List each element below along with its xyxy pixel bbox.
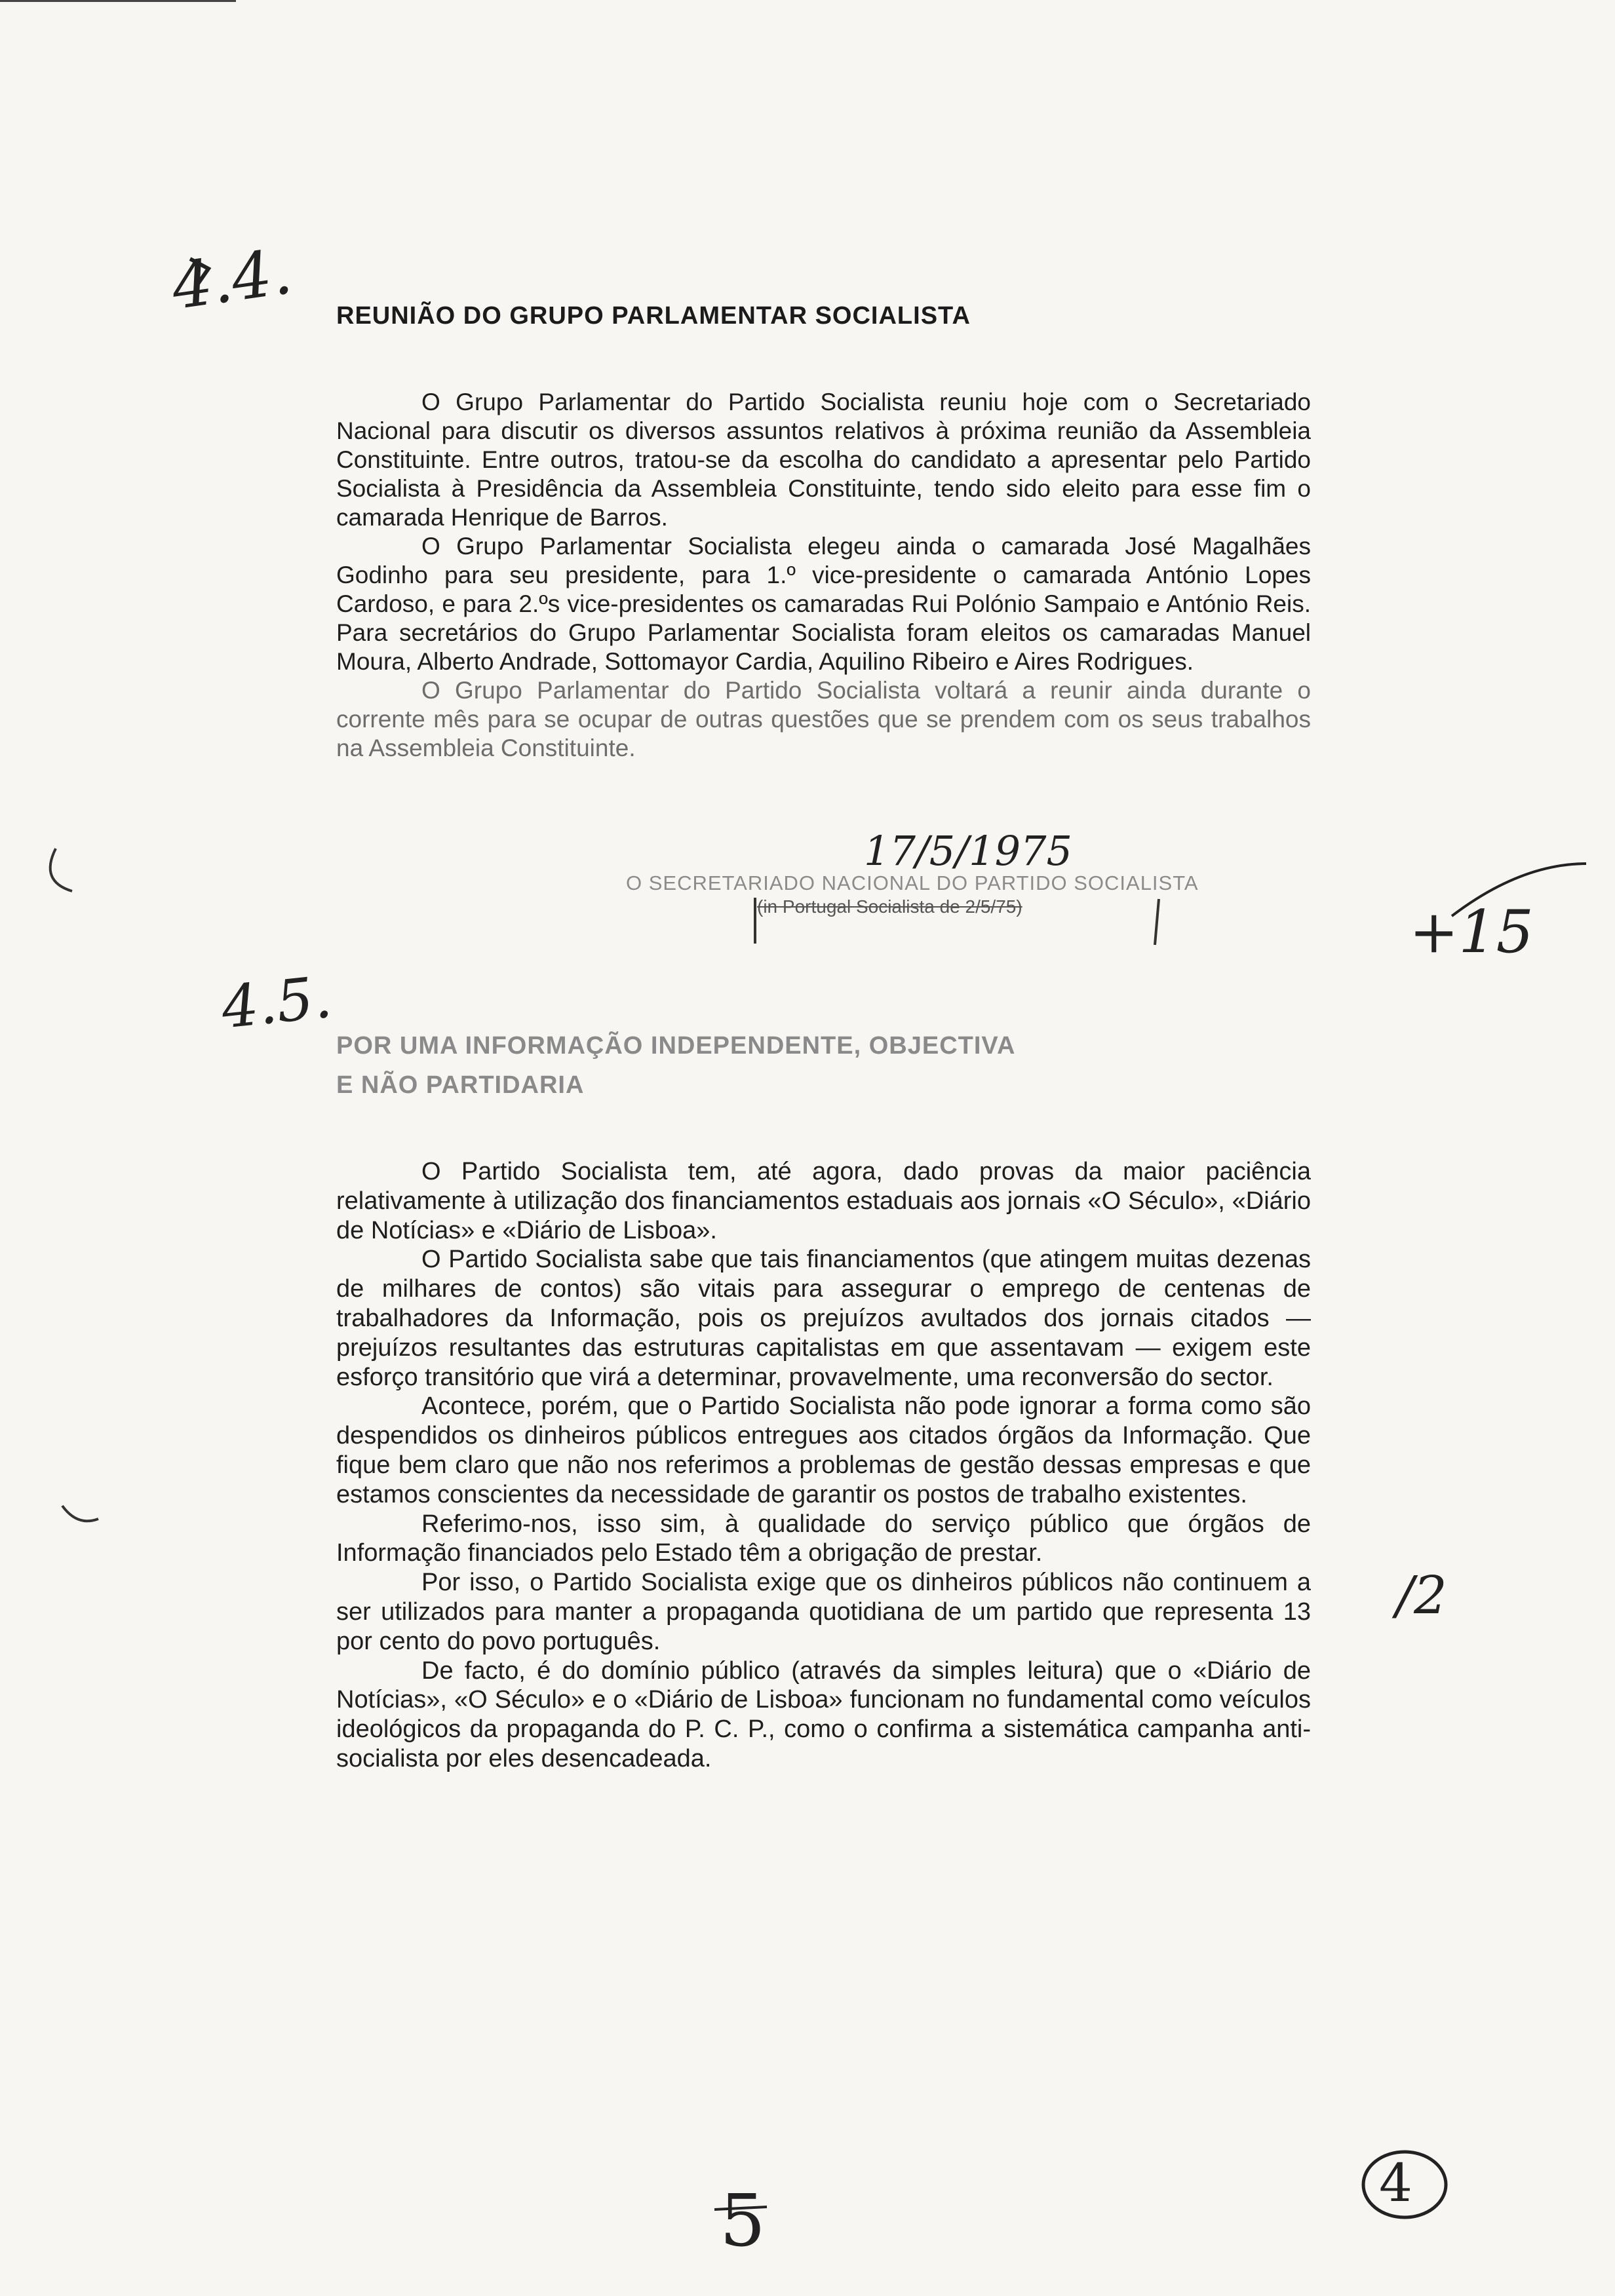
handwritten-item-number-1: 4.4. <box>167 234 297 324</box>
article-1-paragraph: O Grupo Parlamentar do Partido Socialista voltará a reunir ainda durante o corrente mês para se ocupar de outras questões que se prendem com os seus trabalhos na Assembleia Constituinte. <box>336 677 1311 761</box>
handwritten-item-number-2: 4.5. <box>218 963 335 1042</box>
page-number-bottom: 5 <box>720 2179 766 2263</box>
signature-line: O SECRETARIADO NACIONAL DO PARTIDO SOCIALISTA <box>626 871 1199 894</box>
article-1-paragraph: O Grupo Parlamentar do Partido Socialista reuniu hoje com o Secretariado Nacional para discutir os diversos assuntos relativos à próxima reunião da Assembleia Constituinte. Entre outros, tratou-se da escolha do candidato a apresentar pelo Partido Socialista à Presidência da Assembleia Constituinte, tendo sido eleito para esse fim o camarada Henrique de Barros. <box>336 389 1311 531</box>
handwritten-date: 17/5/1975 <box>864 827 1072 875</box>
article-1-body <box>336 388 1311 763</box>
article-2-title-line-1: POR UMA INFORMAÇÃO INDEPENDENTE, OBJECTIVA <box>336 1032 1016 1060</box>
margin-mark-1: +15 <box>1409 898 1534 966</box>
article-1-paragraph: O Grupo Parlamentar Socialista elegeu ainda o camarada José Magalhães Godinho para seu presidente, para 1.º vice-presidente o camarada António Lopes Cardoso, e para 2.ºs vice-presidentes os camaradas Rui Polónio Sampaio e António Reis. Para secretários do Grupo Parlamentar Socialista foram eleitos os camaradas Manuel Moura, Alberto Andrade, Sottomayor Cardia, Aquilino Ribeiro e Aires Rodrigues. <box>336 533 1311 675</box>
struck-source-note: (in Portugal Socialista de 2/5/75) <box>757 896 1022 917</box>
page-number-circled: 4 <box>1379 2152 1412 2213</box>
article-2-paragraph: O Partido Socialista sabe que tais financiamentos (que atingem muitas dezenas de milhares de contos) são vitais para assegurar o emprego de centenas de trabalhadores da Informação, pois os prejuízos avultados dos jornais citados — prejuízos resultantes das estruturas capitalistas em que assentavam — exigem este esforço transitório que virá a determinar, provavelmente, uma reconversão do sector. <box>336 1246 1311 1391</box>
article-2-paragraph: Por isso, o Partido Socialista exige que os dinheiros públicos não continuem a ser utilizados para manter a propaganda quotidiana de um partido que representa 13 por cento do povo português. <box>336 1569 1311 1655</box>
article-2-paragraph: Acontece, porém, que o Partido Socialista não pode ignorar a forma como são despendidos os dinheiros públicos entregues aos citados órgãos da Informação. Que fique bem claro que não nos referimos a problemas de gestão dessas empresas e que estamos conscientes da necessidade de garantir os postos de trabalho existentes. <box>336 1392 1311 1508</box>
margin-mark-2: /2 <box>1396 1565 1447 1626</box>
article-2-title-line-2: E NÃO PARTIDARIA <box>336 1071 585 1099</box>
article-2-paragraph: Referimo-nos, isso sim, à qualidade do serviço público que órgãos de Informação financiados pelo Estado têm a obrigação de prestar. <box>336 1510 1311 1567</box>
article-1-title: REUNIÃO DO GRUPO PARLAMENTAR SOCIALISTA <box>336 302 971 330</box>
article-2-body <box>336 1157 1311 1774</box>
article-2-paragraph: O Partido Socialista tem, até agora, dado provas da maior paciência relativamente à utilização dos financiamentos estaduais aos jornais «O Século», «Diário de Notícias» e «Diário de Lisboa». <box>336 1158 1311 1244</box>
article-2-paragraph: De facto, é do domínio público (através da simples leitura) que o «Diário de Notícias», «O Século» e o «Diário de Lisboa» funcionam no fundamental como veículos ideológicos da propaganda do P. C. P., como o confirma a sistemática campanha anti-socialista por eles desencadeada. <box>336 1656 1311 1772</box>
